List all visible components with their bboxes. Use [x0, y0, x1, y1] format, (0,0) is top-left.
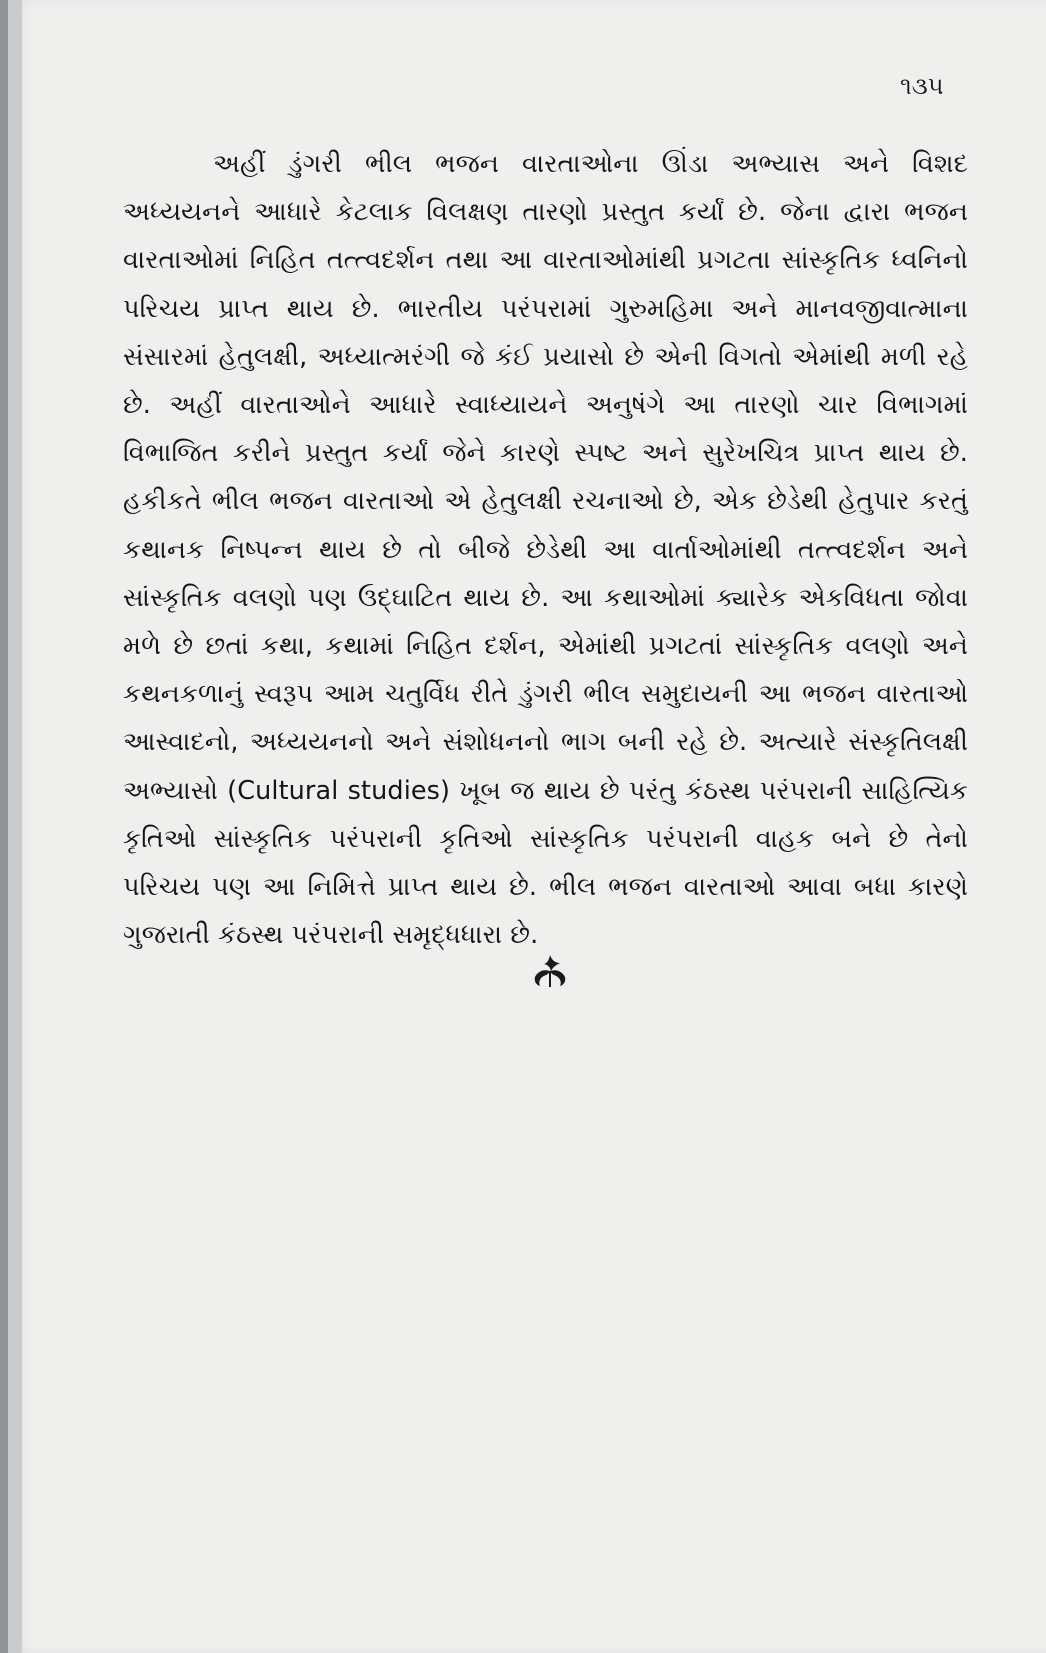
page-number: ૧૩૫ — [900, 72, 944, 100]
page-edge — [8, 0, 22, 1653]
fleuron-icon — [530, 953, 570, 989]
book-page — [8, 0, 1046, 1653]
body-paragraph: અહીં ડુંગરી ભીલ ભજન વારતાઓના ઊંડા અભ્યાસ અને વિશદ અધ્યયનને આધારે કેટલાક વિલક્ષણ તારણો પ્રસ્તુત કર્યાં છે. જેના દ્વારા ભજન વારતાઓમાં નિહિત તત્ત્વદર્શન તથા આ વારતાઓમાંથી પ્રગટતા સાંસ્કૃતિક ધ્વનિનો પરિચય પ્રાપ્ત થાય છે. ભારતીય પરંપરામાં ગુરુમહિમા અને માનવજીવાત્માના સંસારમાં હેતુલક્ષી, અધ્યાત્મરંગી જે કંઈ પ્રયાસો છે એની વિગતો એમાંથી મળી રહે છે. અહીં વારતાઓને આધારે સ્વાધ્યાયને અનુષંગે આ તારણો ચાર વિભાગમાં વિભાજિત કરીને પ્રસ્તુત કર્યાં જેને કારણે સ્પષ્ટ અને સુરેખચિત્ર પ્રાપ્ત થાય છે. હકીકતે ભીલ ભજન વારતાઓ એ હેતુલક્ષી રચનાઓ છે, એક છેડેથી હેતુપાર કરતું કથાનક નિષ્પન્ન થાય છે તો બીજે છેડેથી આ વાર્તાઓમાંથી તત્ત્વદર્શન અને સાંસ્કૃતિક વલણો પણ ઉદ્ઘાટિત થાય છે. આ કથાઓમાં ક્યારેક એકવિધતા જોવા મળે છે છતાં કથા, કથામાં નિહિત દર્શન, એમાંથી પ્રગટતાં સાંસ્કૃતિક વલણો અને કથનકળાનું સ્વરૂપ આમ ચતુર્વિધ રીતે ડુંગરી ભીલ સમુદાયની આ ભજન વારતાઓ આસ્વાદનો, અધ્યયનનો અને સંશોધનનો ભાગ બની રહે છે. અત્યારે સંસ્કૃતિલક્ષી અભ્યાસો (Cultural studies) ખૂબ જ થાય છે પરંતુ કંઠસ્થ પરંપરાની સાહિત્યિક કૃતિઓ સાંસ્કૃતિક પરંપરાની કૃતિઓ સાંસ્કૃતિક પરંપરાની વાહક બને છે તેનો પરિચય પણ આ નિમિત્તે પ્રાપ્ત થાય છે. ભીલ ભજન વારતાઓ આવા બધા કારણે ગુજરાતી કંઠસ્થ પરંપરાની સમૃદ્ધધારા છે. — [123, 149, 968, 951]
